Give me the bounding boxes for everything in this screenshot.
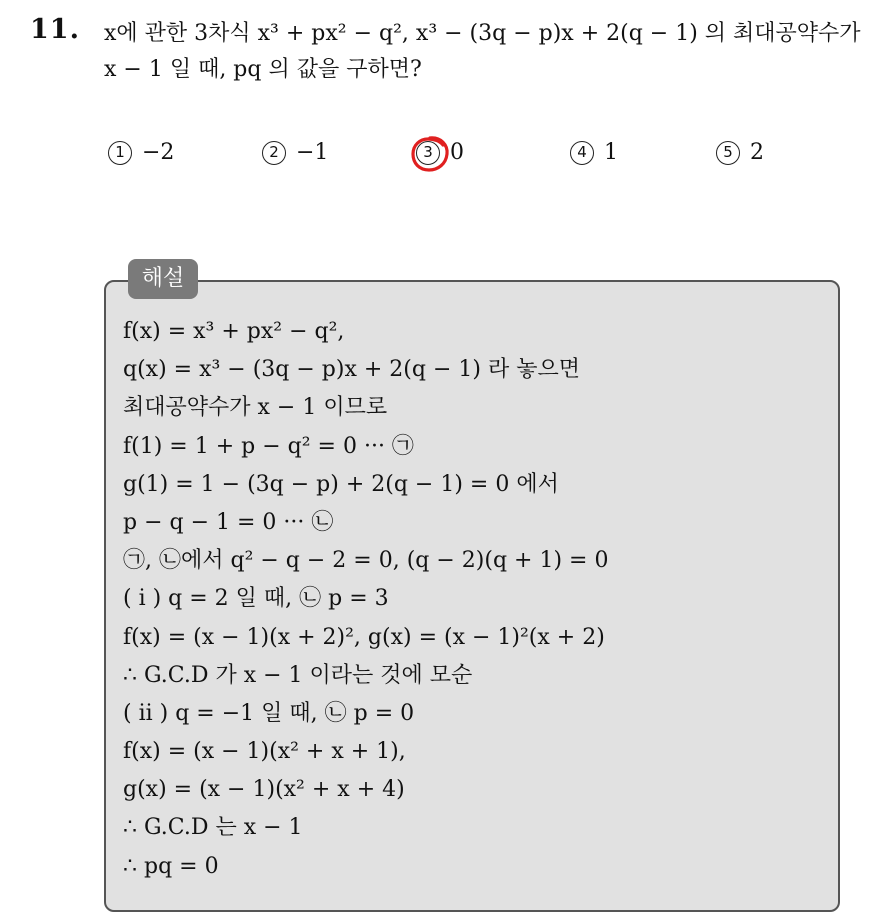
solution-line: g(x) = (x − 1)(x² + x + 4) bbox=[123, 777, 405, 803]
solution-content bbox=[123, 313, 823, 886]
answer-circle-mark-icon bbox=[410, 135, 450, 173]
solution-line: ∴ G.C.D 는 x − 1 bbox=[123, 815, 303, 841]
choice-value: −2 bbox=[142, 140, 175, 165]
solution-line: ㉠, ㉡에서 q² − q − 2 = 0, (q − 2)(q + 1) = 0 bbox=[123, 548, 609, 574]
answer-choices bbox=[108, 140, 828, 180]
choice-value: 0 bbox=[450, 140, 464, 165]
choice-number: 2 bbox=[262, 141, 286, 165]
solution-line: 최대공약수가 x − 1 이므로 bbox=[123, 395, 388, 421]
choice-number: 4 bbox=[570, 141, 594, 165]
solution-line: f(x) = x³ + px² − q², bbox=[123, 319, 345, 344]
solution-line: g(1) = 1 − (3q − p) + 2(q − 1) = 0 에서 bbox=[123, 471, 559, 497]
question-line-1: x에 관한 3차식 x³ + px² − q², x³ − (3q − p)x + 2(q − 1) 의 최대공약수가 bbox=[104, 21, 861, 46]
choice-value: 1 bbox=[604, 140, 618, 165]
choice-5[interactable] bbox=[716, 140, 764, 165]
choice-value: −1 bbox=[296, 140, 329, 165]
choice-number: 5 bbox=[716, 141, 740, 165]
question-text bbox=[104, 16, 874, 88]
solution-line: ( ii ) q = −1 일 때, ㉡ p = 0 bbox=[123, 700, 415, 726]
choice-number: 3 bbox=[416, 141, 440, 165]
choice-number: 1 bbox=[108, 141, 132, 165]
choice-1[interactable] bbox=[108, 140, 174, 165]
solution-line: ∴ G.C.D 가 x − 1 이라는 것에 모순 bbox=[123, 662, 473, 688]
solution-line: f(x) = (x − 1)(x + 2)², g(x) = (x − 1)²(x + 2) bbox=[123, 624, 605, 650]
solution-line: ∴ pq = 0 bbox=[123, 853, 219, 879]
solution-line: f(x) = (x − 1)(x² + x + 1), bbox=[123, 739, 406, 765]
question-line-2: x − 1 일 때, pq 의 값을 구하면? bbox=[104, 57, 422, 82]
choice-4[interactable] bbox=[570, 140, 618, 165]
solution-label: 해설 bbox=[128, 259, 198, 299]
question-number: 11. bbox=[30, 14, 80, 45]
solution-line: f(1) = 1 + p − q² = 0 ··· ㉠ bbox=[123, 433, 414, 459]
choice-2[interactable] bbox=[262, 140, 328, 165]
solution-line: p − q − 1 = 0 ··· ㉡ bbox=[123, 509, 334, 535]
solution-line: q(x) = x³ − (3q − p)x + 2(q − 1) 라 놓으면 bbox=[123, 357, 580, 383]
choice-value: 2 bbox=[750, 140, 764, 165]
solution-line: ( i ) q = 2 일 때, ㉡ p = 3 bbox=[123, 586, 389, 612]
choice-3[interactable] bbox=[416, 140, 464, 165]
